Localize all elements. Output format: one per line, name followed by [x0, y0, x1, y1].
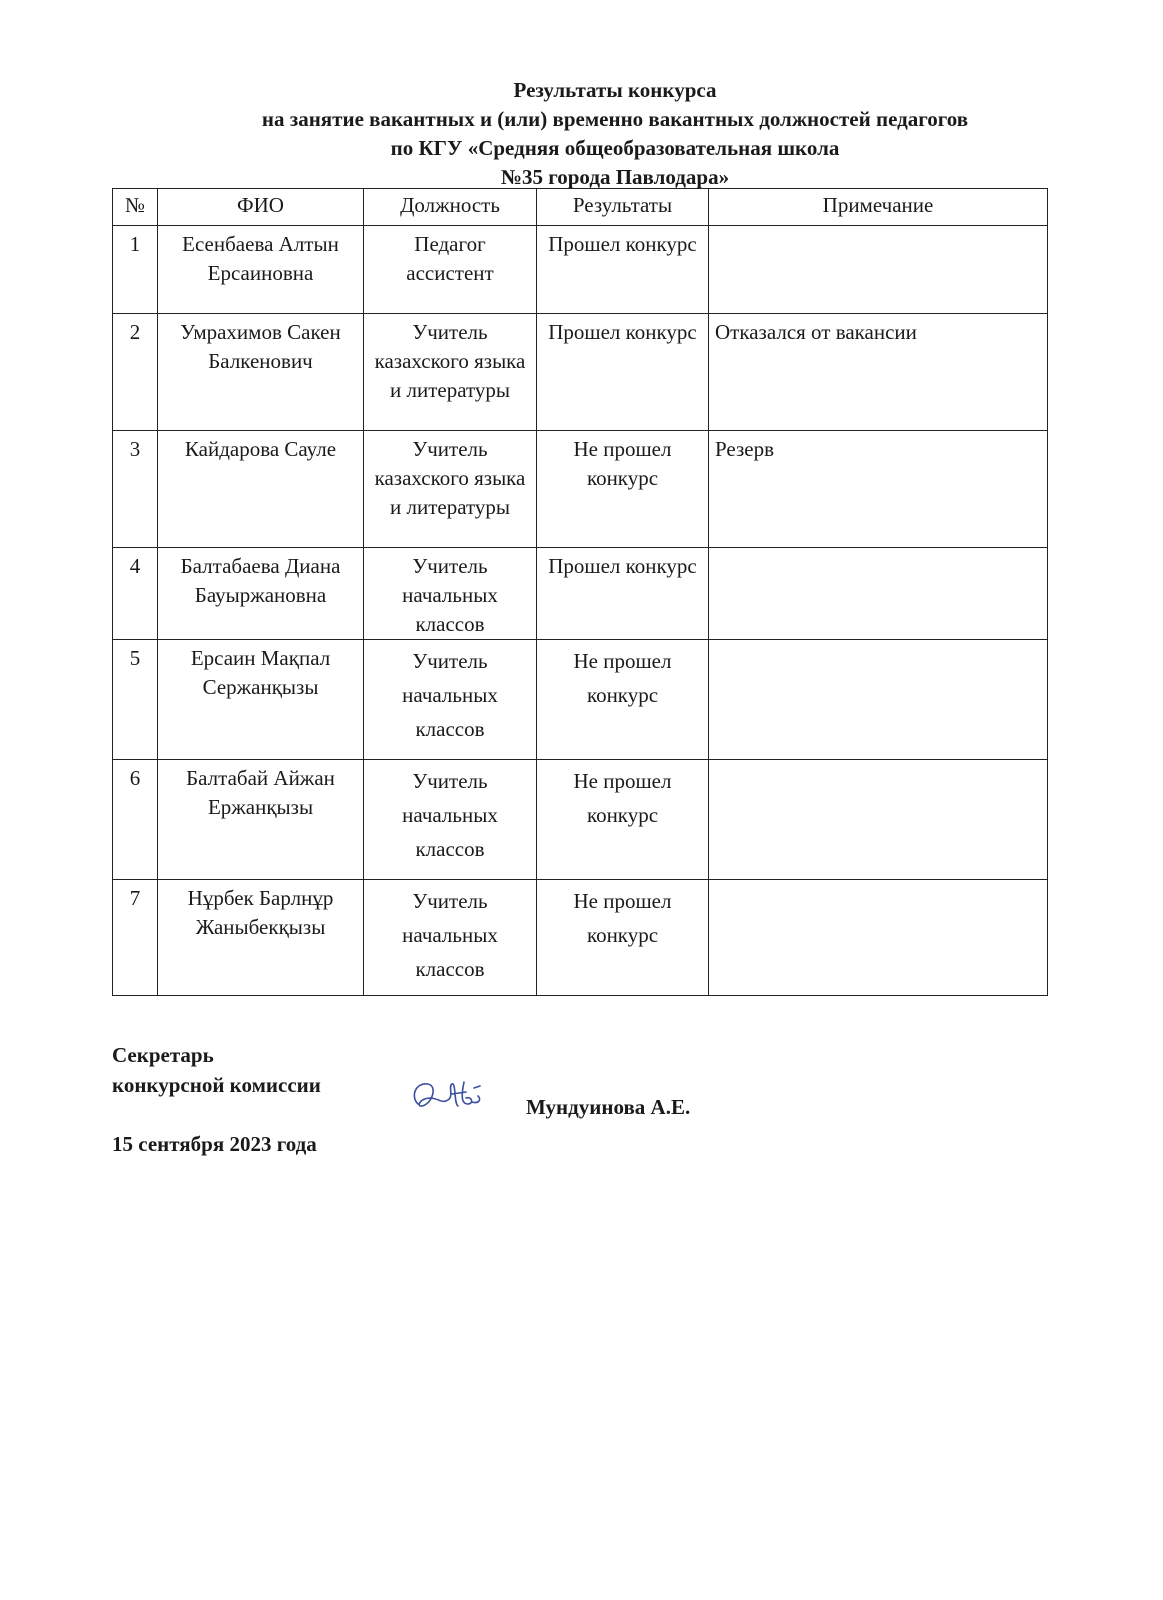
- results-table: [112, 188, 1048, 996]
- subtitle-line-3: №35 города Павлодара»: [500, 165, 730, 189]
- row-position: Учитель казахского языка и литературы: [364, 431, 537, 548]
- table-row: [113, 431, 1048, 548]
- table-row: [113, 314, 1048, 431]
- row-note: [709, 760, 1048, 880]
- row-name: Есенбаева Алтын Ерсаиновна: [158, 226, 364, 314]
- row-position: Учитель казахского языка и литературы: [364, 314, 537, 431]
- subtitle-line-2: по КГУ «Средняя общеобразовательная школа: [390, 136, 840, 160]
- row-result: Не прошел конкурс: [537, 760, 709, 880]
- secretary-block: [112, 1040, 691, 1119]
- row-result: Прошел конкурс: [537, 548, 709, 640]
- row-result: Не прошел конкурс: [537, 640, 709, 760]
- column-header-position: Должность: [364, 189, 537, 226]
- row-number: 4: [113, 548, 158, 640]
- secretary-name: Мундуинова А.Е.: [526, 1095, 691, 1119]
- column-header-number: №: [113, 189, 158, 226]
- table-row: [113, 640, 1048, 760]
- row-note: [709, 640, 1048, 760]
- row-name: Кайдарова Сауле: [158, 431, 364, 548]
- table-row: [113, 880, 1048, 996]
- title: Результаты конкурса: [513, 78, 717, 102]
- row-name: Ерсаин Мақпал Сержанқызы: [158, 640, 364, 760]
- document-date: 15 сентября 2023 года: [112, 1132, 317, 1156]
- row-note: Отказался от вакансии: [709, 314, 1048, 431]
- row-position: Учитель начальных классов: [364, 640, 537, 760]
- row-result: Не прошел конкурс: [537, 880, 709, 996]
- table-row: [113, 226, 1048, 314]
- row-number: 3: [113, 431, 158, 548]
- row-name: Умрахимов Сакен Балкенович: [158, 314, 364, 431]
- row-name: Балтабай Айжан Ержанқызы: [158, 760, 364, 880]
- table-header-row: [113, 189, 1048, 226]
- row-number: 5: [113, 640, 158, 760]
- row-name: Балтабаева Диана Бауыржановна: [158, 548, 364, 640]
- row-number: 6: [113, 760, 158, 880]
- column-header-name: ФИО: [158, 189, 364, 226]
- row-number: 2: [113, 314, 158, 431]
- row-position: Учитель начальных классов: [364, 548, 537, 640]
- row-result: Прошел конкурс: [537, 226, 709, 314]
- table-row: [113, 760, 1048, 880]
- document-heading: [0, 76, 1163, 192]
- row-note: Резерв: [709, 431, 1048, 548]
- secretary-label-line-1: Секретарь: [112, 1043, 214, 1067]
- row-position: Учитель начальных классов: [364, 880, 537, 996]
- row-note: [709, 226, 1048, 314]
- signature-stroke: [408, 1074, 498, 1118]
- signature-image: [408, 1074, 498, 1123]
- row-position: Учитель начальных классов: [364, 760, 537, 880]
- subtitle-line-1: на занятие вакантных и (или) временно вакантных должностей педагогов: [261, 107, 969, 131]
- table-row: [113, 548, 1048, 640]
- row-result: Прошел конкурс: [537, 314, 709, 431]
- row-note: [709, 548, 1048, 640]
- column-header-result: Результаты: [537, 189, 709, 226]
- row-number: 7: [113, 880, 158, 996]
- row-position: Педагог ассистент: [364, 226, 537, 314]
- row-name: Нұрбек Барлнұр Жаныбекқызы: [158, 880, 364, 996]
- row-note: [709, 880, 1048, 996]
- column-header-note: Примечание: [709, 189, 1048, 226]
- row-result: Не прошел конкурс: [537, 431, 709, 548]
- secretary-label-line-2: конкурсной комиссии: [112, 1073, 321, 1097]
- row-number: 1: [113, 226, 158, 314]
